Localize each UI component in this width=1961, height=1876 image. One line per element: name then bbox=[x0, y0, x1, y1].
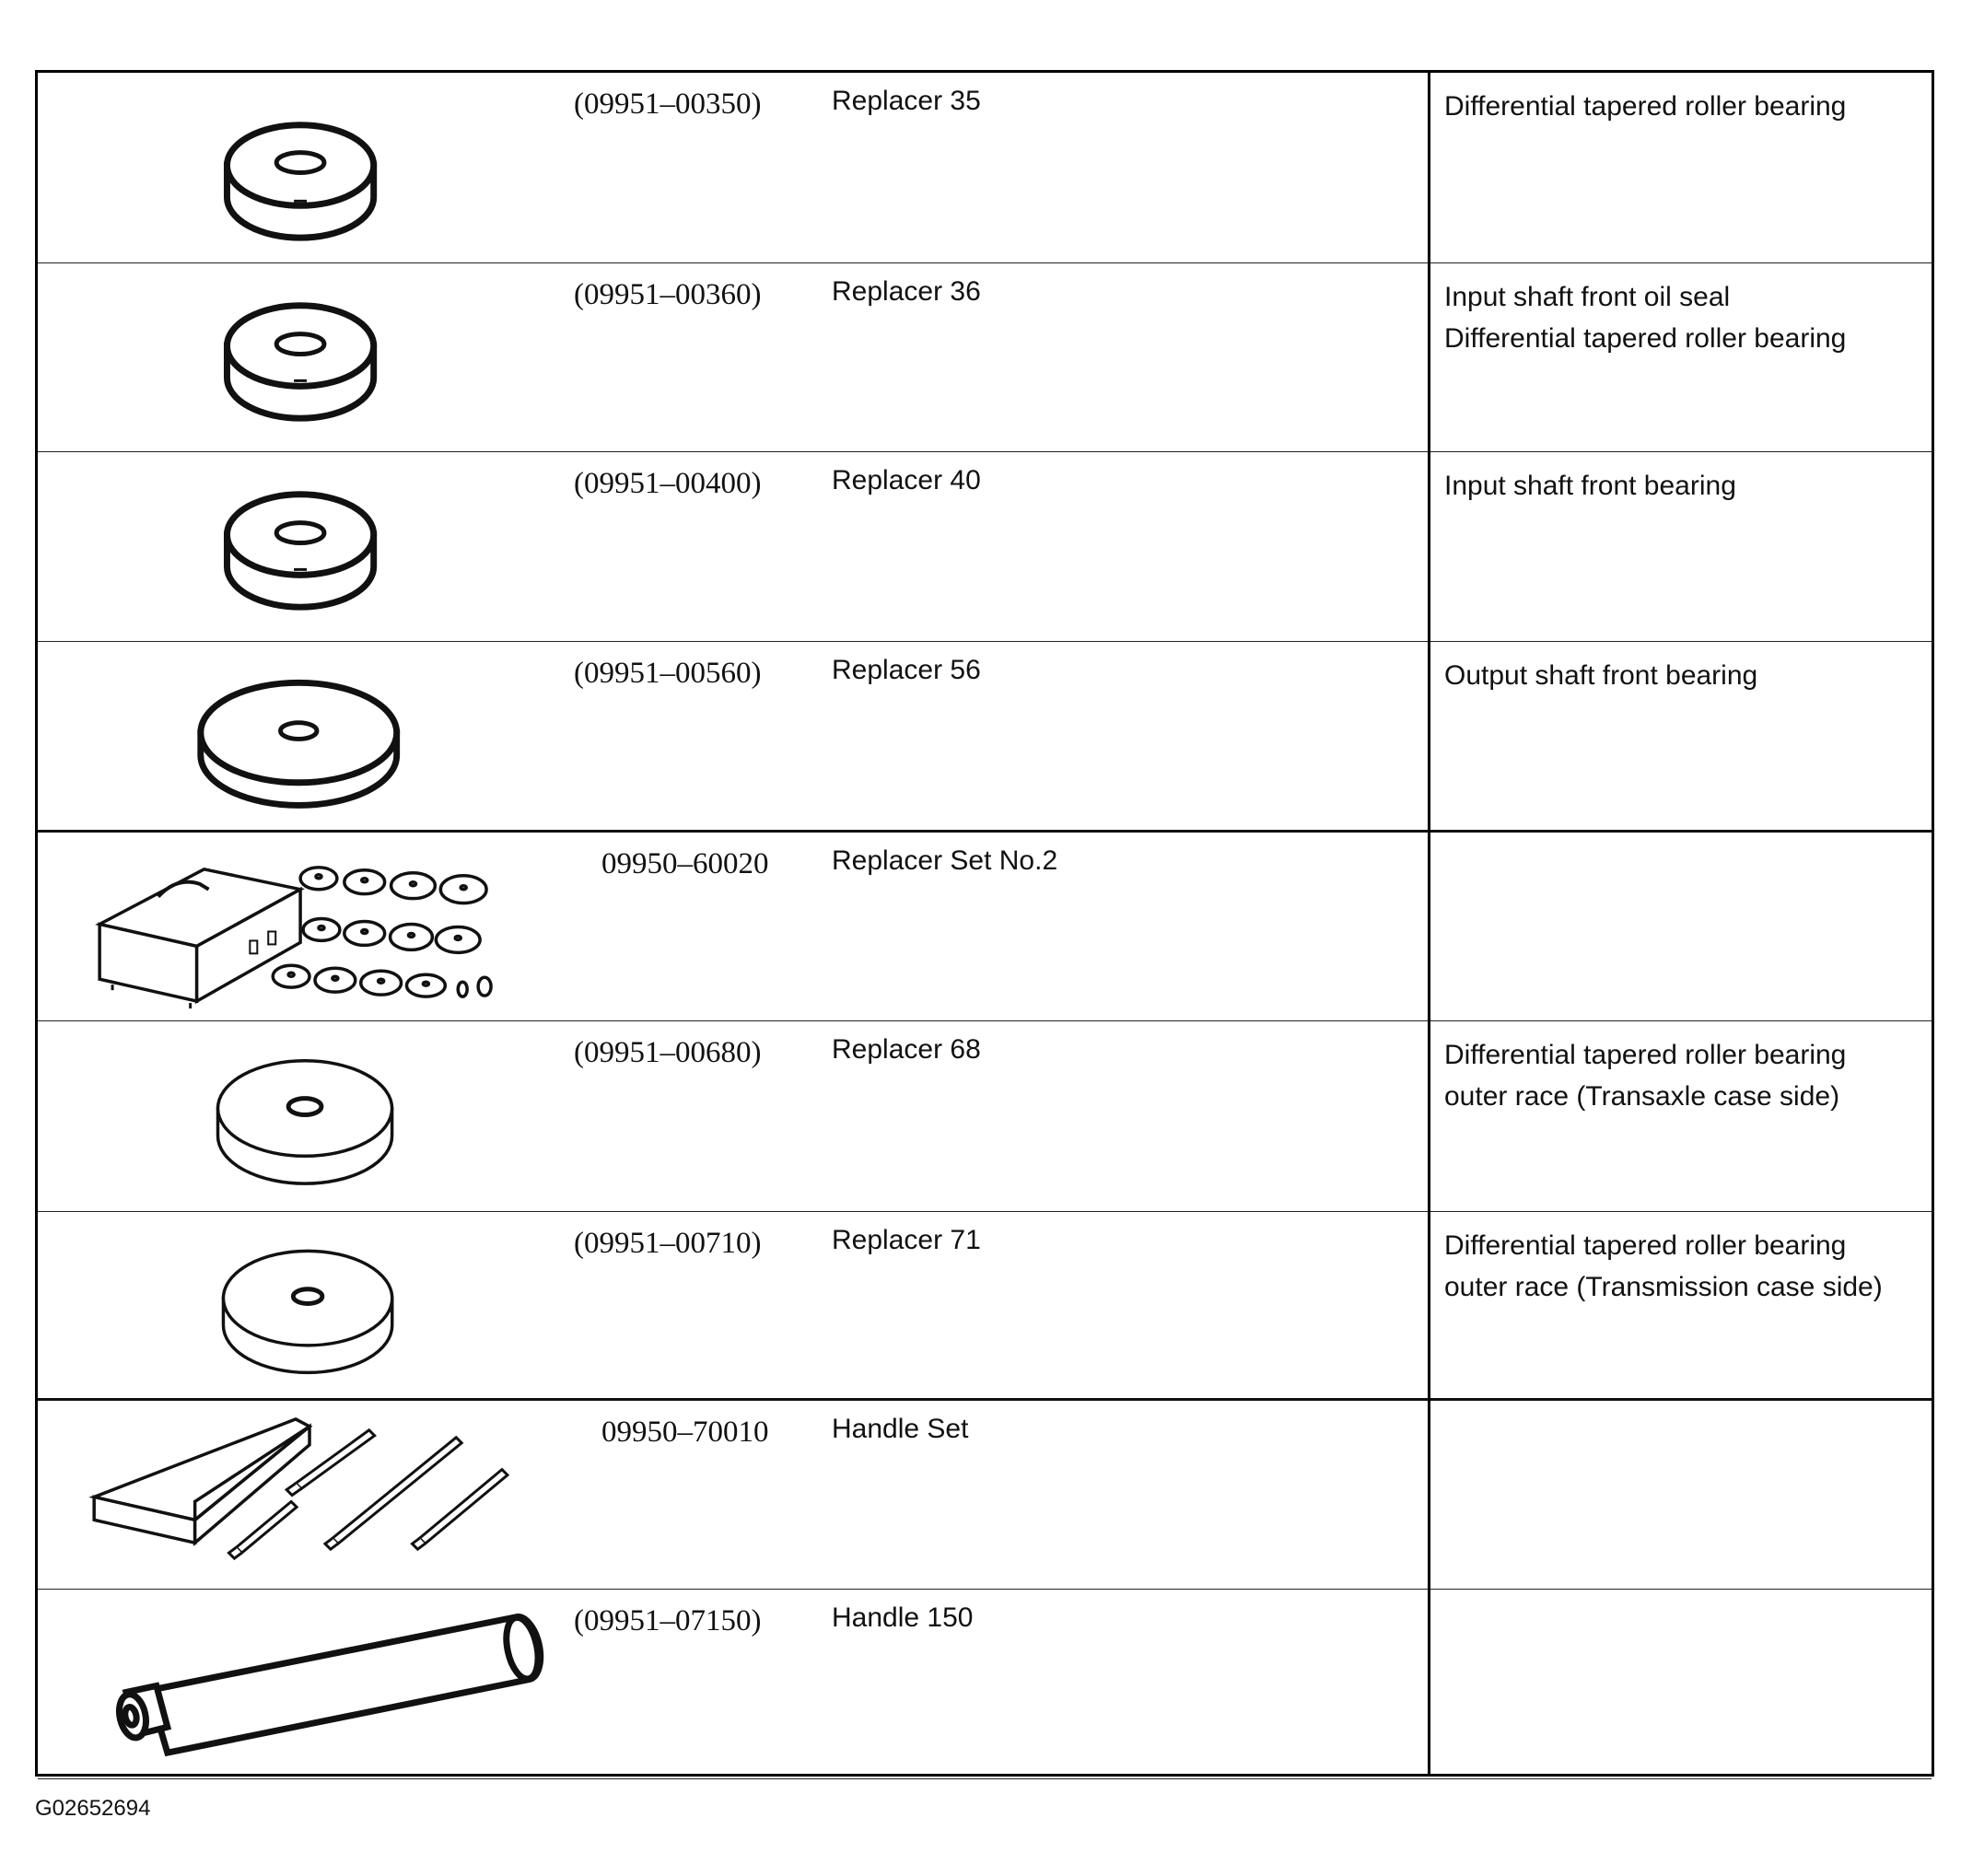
tool-name: Replacer 56 bbox=[832, 655, 981, 685]
part-number: (09951–00350) bbox=[574, 87, 762, 121]
part-number: (09951–00680) bbox=[574, 1036, 762, 1069]
table-row bbox=[38, 1590, 1932, 1779]
use-line: Differential tapered roller bearing bbox=[1444, 323, 1847, 354]
column-divider bbox=[1428, 73, 1430, 1774]
replacer-disc-icon bbox=[38, 263, 590, 451]
table-row bbox=[38, 1212, 1932, 1401]
use-line: Input shaft front bearing bbox=[1444, 471, 1736, 501]
tool-name: Replacer 68 bbox=[832, 1034, 981, 1065]
part-number: (09951–00360) bbox=[574, 278, 762, 311]
tool-name: Replacer 40 bbox=[832, 465, 981, 495]
part-number: 09950–60020 bbox=[601, 847, 769, 880]
use-line: Differential tapered roller bearing bbox=[1444, 1230, 1847, 1261]
tool-name: Replacer 35 bbox=[832, 86, 981, 116]
handle-bar-icon bbox=[38, 1590, 590, 1778]
replacer-disc-icon bbox=[38, 73, 590, 262]
tool-use bbox=[1444, 86, 1928, 127]
replacer-disc-icon bbox=[38, 1021, 590, 1211]
tool-name: Handle 150 bbox=[832, 1602, 974, 1633]
part-number: (09951–00710) bbox=[574, 1227, 762, 1260]
table-row bbox=[38, 263, 1932, 452]
replacer-disc-icon bbox=[38, 452, 590, 641]
table-row bbox=[38, 1401, 1932, 1590]
tool-use bbox=[1444, 465, 1928, 507]
table-row bbox=[38, 1021, 1932, 1212]
tool-name: Handle Set bbox=[832, 1414, 969, 1444]
tool-use bbox=[1444, 276, 1928, 359]
table-row bbox=[38, 642, 1932, 833]
handle-set-icon bbox=[38, 1401, 590, 1589]
tool-use bbox=[1444, 655, 1928, 696]
tool-use bbox=[1444, 1034, 1928, 1117]
table-row bbox=[38, 452, 1932, 642]
tool-name: Replacer 71 bbox=[832, 1225, 981, 1255]
use-line: outer race (Transaxle case side) bbox=[1444, 1081, 1840, 1112]
figure-id: G02652694 bbox=[35, 1796, 151, 1821]
use-line: Output shaft front bearing bbox=[1444, 660, 1758, 691]
table-row bbox=[38, 73, 1932, 263]
tool-name: Replacer Set No.2 bbox=[832, 845, 1058, 876]
special-tools-table bbox=[35, 70, 1934, 1777]
tool-name: Replacer 36 bbox=[832, 276, 981, 307]
replacer-disc-icon bbox=[38, 1212, 590, 1398]
use-line: outer race (Transmission case side) bbox=[1444, 1272, 1883, 1302]
part-number: (09951–00400) bbox=[574, 467, 762, 500]
part-number: 09950–70010 bbox=[601, 1416, 769, 1449]
use-line: Differential tapered roller bearing bbox=[1444, 91, 1847, 122]
use-line: Input shaft front oil seal bbox=[1444, 282, 1731, 312]
part-number: (09951–00560) bbox=[574, 657, 762, 690]
tool-use bbox=[1444, 1225, 1928, 1308]
replacer-set-case-icon bbox=[38, 833, 590, 1020]
use-line: Differential tapered roller bearing bbox=[1444, 1040, 1847, 1070]
replacer-disc-icon bbox=[38, 642, 590, 830]
table-row bbox=[38, 833, 1932, 1021]
part-number: (09951–07150) bbox=[574, 1604, 762, 1637]
